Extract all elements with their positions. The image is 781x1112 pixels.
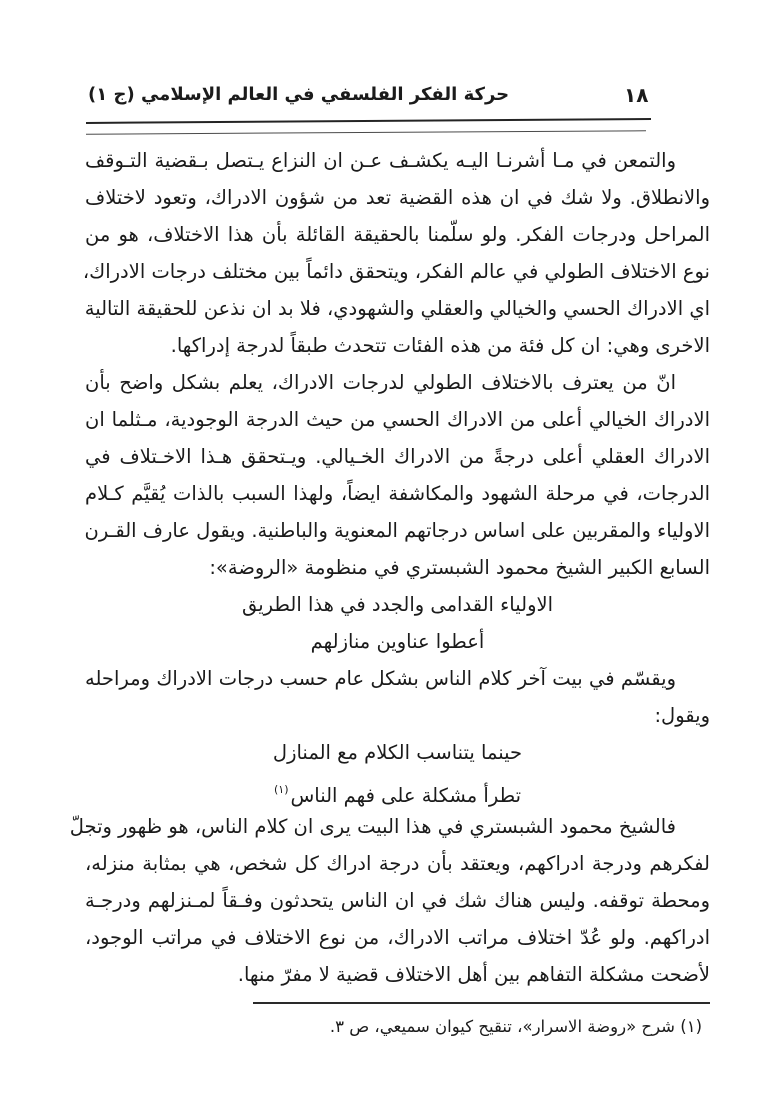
text-line: فالشيخ محمود الشبستري في هذا البيت يرى ان كلام الناس، هو ظهور وتجلّ bbox=[69, 815, 676, 838]
verse-line bbox=[85, 771, 710, 808]
verse-text: تطرأ مشكلة على فهم الناس bbox=[290, 784, 522, 807]
text-line: المراحل ودرجات الفكر. ولو سلّمنا بالحقيقة القائلة بأن هذا الاختلاف، هو من bbox=[85, 223, 710, 246]
text-line: الدرجات، في مرحلة الشهود والمكاشفة ايضاً، ولهذا السبب بالذات يُقيَّم كـلام bbox=[85, 482, 710, 505]
verse-line: أعطوا عناوين منازلهم bbox=[310, 630, 485, 653]
text-line: نوع الاختلاف الطولي في عالم الفكر، ويتحقق دائماً بين مختلف درجات الادراك، bbox=[82, 260, 710, 283]
text-line: الاولياء والمقربين على اساس درجاتهم المعنوية والباطنية. ويقول عارف القـرن bbox=[84, 519, 710, 542]
text-line: ويقسّم في بيت آخر كلام الناس بشكل عام حسب درجات الادراك ومراحله bbox=[85, 667, 676, 690]
page-number: ١٨ bbox=[624, 83, 649, 107]
text-line: انّ من يعترف بالاختلاف الطولي لدرجات الادراك، يعلم بشكل واضح بأن bbox=[85, 371, 676, 394]
text-line: لأضحت مشكلة التفاهم بين أهل الاختلاف قضية لا مفرّ منها. bbox=[237, 963, 710, 986]
book-title-header: حركة الفكر الفلسفي في العالم الإسلامي (ج ١) bbox=[88, 84, 510, 105]
text-line: والتمعن في مـا أشرنـا اليـه يكشـف عـن ان النزاع يـتصل بـقضية التـوقف bbox=[85, 149, 676, 172]
text-line: الاخرى وهي: ان كل فئة من هذه الفئات تتحدث طبقاً لدرجة إدراكها. bbox=[170, 334, 710, 357]
text-line: الادراك العقلي أعلى درجةً من الادراك الخـيالي. ويـتحقق هـذا الاخـتلاف في bbox=[85, 445, 710, 468]
text-line: السابع الكبير الشيخ محمود الشبستري في منظومة «الروضة»: bbox=[209, 556, 710, 579]
text-line: والانطلاق. ولا شك في ان هذه القضية تعد من شؤون الادراك، وتعود لاختلاف bbox=[85, 186, 710, 209]
body-text bbox=[69, 142, 710, 993]
text-line: ويقول: bbox=[654, 704, 710, 727]
text-line: ومحطة توقفه. وليس هناك شك في ان الناس يتحدثون وفـقاً لمـنزلهم ودرجـة bbox=[85, 889, 710, 912]
footnote-text: (١) شرح «روضة الاسرار»، تنقيح كيوان سميعي، ص ٣. bbox=[329, 1017, 702, 1036]
verse-line: الاولياء القدامى والجدد في هذا الطريق bbox=[241, 593, 554, 616]
header-rule-secondary bbox=[86, 130, 646, 134]
footnote-ref-marker: (١) bbox=[273, 783, 289, 796]
text-line: اي الادراك الحسي والخيالي والعقلي والشهودي، فلا بد ان نذعن للحقيقة التالية bbox=[84, 297, 710, 320]
header-rule bbox=[86, 118, 651, 124]
text-line: لفكرهم ودرجة ادراكهم، ويعتقد بأن درجة ادراك كل شخص، هي بمثابة منزله، bbox=[85, 852, 710, 875]
verse-line: حينما يتناسب الكلام مع المنازل bbox=[272, 741, 523, 764]
footnote-separator-rule bbox=[253, 1002, 710, 1004]
text-line: ادراكهم. ولو عُدّ اختلاف مراتب الادراك، من نوع الاختلاف في مراتب الوجود، bbox=[85, 926, 710, 949]
text-line: الادراك الخيالي أعلى من الادراك الحسي من حيث الدرجة الوجودية، مـثلما ان bbox=[85, 408, 710, 431]
